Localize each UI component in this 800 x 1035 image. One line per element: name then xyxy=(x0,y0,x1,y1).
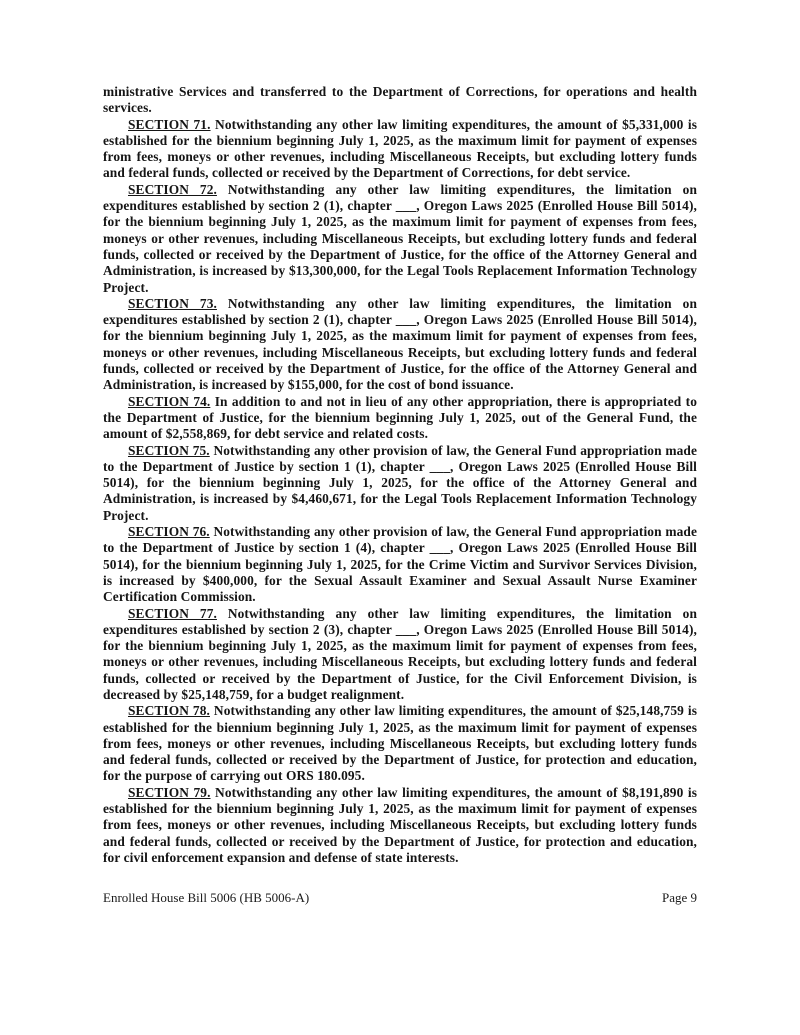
section-text: Notwithstanding any other law limiting expenditures, the limitation on expenditures established by section 2 (1), chapter ___, Oregon Laws 2025 (Enrolled House Bill 5014), for the biennium beginning July 1, 2025, as the maximum limit for payment of expenses from fees, moneys or other revenues, including Miscellaneous Receipts, but excluding lottery funds and federal funds, collected or received by the Department of Justice, for the office of the Attorney General and Administration, is increased by $13,300,000, for the Legal Tools Replacement Information Technology Project. xyxy=(103,181,697,295)
section-label: SECTION 78. xyxy=(128,703,210,719)
section-text: Notwithstanding any other provision of law, the General Fund appropriation made to the Department of Justice by section 1 (1), chapter ___, Oregon Laws 2025 (Enrolled House Bill 5014), for the biennium beginning July 1, 2025, for the office of the Attorney General and Administration, is increased by $4,460,671, for the Legal Tools Replacement Information Technology Project. xyxy=(103,442,697,523)
section-text: Notwithstanding any other law limiting expenditures, the amount of $5,331,000 is established for the biennium beginning July 1, 2025, as the maximum limit for payment of expenses from fees, moneys or other revenues, including Miscellaneous Receipts, but excluding lottery funds and federal funds, collected or received by the Department of Corrections, for debt service. xyxy=(103,116,698,181)
section-paragraph xyxy=(103,703,697,784)
page-footer xyxy=(103,890,697,906)
section-label: SECTION 73. xyxy=(128,295,217,311)
section-label: SECTION 79. xyxy=(128,784,211,800)
section-text: In addition to and not in lieu of any other appropriation, there is appropriated to the Department of Justice, for the biennium beginning July 1, 2025, out of the General Fund, the amount of $2,558,869, for debt service and related costs. xyxy=(103,393,698,442)
section-paragraph xyxy=(103,182,697,296)
section-paragraph xyxy=(103,394,697,443)
section-label: SECTION 76. xyxy=(128,524,210,540)
footer-page-number: Page 9 xyxy=(661,890,697,905)
footer-bill-identifier: Enrolled House Bill 5006 (HB 5006-A) xyxy=(103,890,310,905)
section-text: Notwithstanding any other law limiting expenditures, the amount of $8,191,890 is established for the biennium beginning July 1, 2025, as the maximum limit for payment of expenses from fees, moneys or other revenues, including Miscellaneous Receipts, but excluding lottery funds and federal funds, collected or received by the Department of Justice, for protection and education, for civil enforcement expansion and defense of state interests. xyxy=(103,784,698,865)
section-paragraph xyxy=(103,524,697,605)
section-paragraph xyxy=(103,296,697,394)
section-label: SECTION 74. xyxy=(128,393,211,409)
continuation-text: ministrative Services and transferred to the Department of Corrections, for operations and health services. xyxy=(103,84,697,116)
section-paragraph xyxy=(103,606,697,704)
section-label: SECTION 71. xyxy=(128,116,211,132)
section-text: Notwithstanding any other law limiting expenditures, the limitation on expenditures established by section 2 (3), chapter ___, Oregon Laws 2025 (Enrolled House Bill 5014), for the biennium beginning July 1, 2025, as the maximum limit for payment of expenses from fees, moneys or other revenues, including Miscellaneous Receipts, but excluding lottery funds and federal funds, collected or received by the Department of Justice, for the Civil Enforcement Division, is decreased by $25,148,759, for a budget realignment. xyxy=(103,605,697,702)
section-text: Notwithstanding any other law limiting expenditures, the amount of $25,148,759 is established for the biennium beginning July 1, 2025, as the maximum limit for payment of expenses from fees, moneys or other revenues, including Miscellaneous Receipts, but excluding lottery funds and federal funds, collected or received by the Department of Justice, for protection and education, for the purpose of carrying out ORS 180.095. xyxy=(103,703,698,784)
section-label: SECTION 72. xyxy=(128,181,217,197)
bill-text-body xyxy=(103,84,697,866)
section-label: SECTION 75. xyxy=(128,442,210,458)
section-label: SECTION 77. xyxy=(128,605,217,621)
section-paragraph xyxy=(103,443,697,524)
section-paragraph xyxy=(103,785,697,866)
section-text: Notwithstanding any other law limiting expenditures, the limitation on expenditures established by section 2 (1), chapter ___, Oregon Laws 2025 (Enrolled House Bill 5014), for the biennium beginning July 1, 2025, as the maximum limit for payment of expenses from fees, moneys or other revenues, including Miscellaneous Receipts, but excluding lottery funds and federal funds, collected or received by the Department of Justice, for the office of the Attorney General and Administration, is increased by $155,000, for the cost of bond issuance. xyxy=(103,295,697,393)
continuation-paragraph xyxy=(103,84,697,117)
section-text: Notwithstanding any other provision of law, the General Fund appropriation made to the Department of Justice by section 1 (4), chapter ___, Oregon Laws 2025 (Enrolled House Bill 5014), for the biennium beginning July 1, 2025, for the Crime Victim and Survivor Services Division, is increased by $400,000, for the Sexual Assault Examiner and Sexual Assault Nurse Examiner Certification Commission. xyxy=(103,524,697,605)
section-paragraph xyxy=(103,117,697,182)
